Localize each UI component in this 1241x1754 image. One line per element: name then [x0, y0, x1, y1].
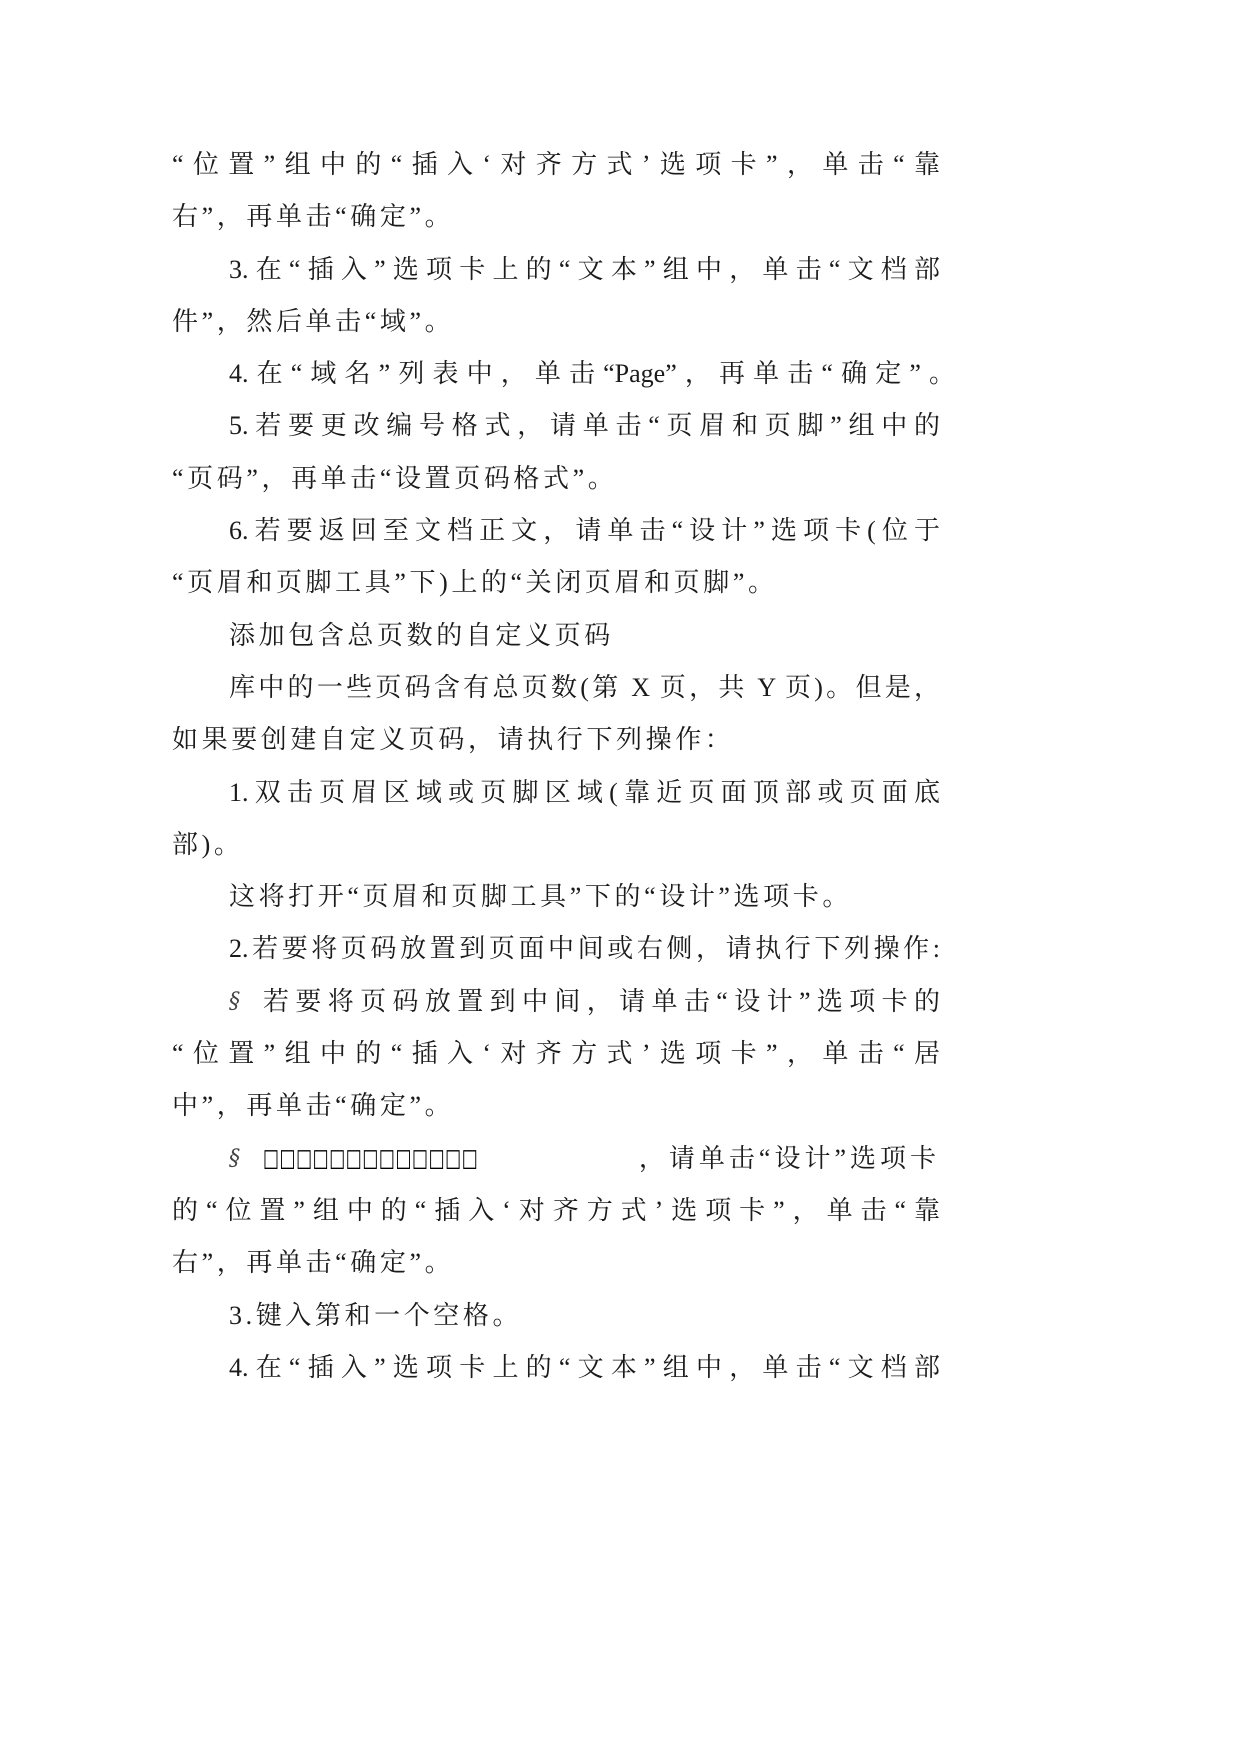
text-line: “页眉和页脚工具”下)上的“关闭页眉和页脚”。 — [172, 568, 778, 598]
bullet-icon: § — [229, 1145, 240, 1171]
text-line: 若要将页码放置到中间，请单击“设计”选项卡的 — [263, 986, 940, 1016]
text-line: 如果要创建自定义页码，请执行下列操作： — [172, 725, 735, 755]
document-page — [172, 139, 955, 1394]
text-line: “位置”组中的“插入‘对齐方式’选项卡”，单击“靠 — [172, 150, 940, 179]
text-line: 4.在“域名”列表中，单击“Page”，再单击“确定”。 — [229, 359, 955, 389]
text-line: 1.双击页眉区域或页脚区域(靠近页面顶部或页面底 — [229, 777, 940, 807]
missing-glyph-boxes: □□□□□□□□□□□□□ — [263, 1144, 479, 1174]
text-line: “位置”组中的“插入‘对齐方式’选项卡”，单击“居 — [172, 1039, 940, 1069]
bullet-item-right — [172, 1133, 940, 1185]
text-line: 库中的一些页码含有总页数(第 X 页，共 Y 页)。但是， — [229, 672, 940, 702]
text-line: 4.在“插入”选项卡上的“文本”组中，单击“文档部 — [229, 1352, 940, 1382]
text-line: 5.若要更改编号格式，请单击“页眉和页脚”组中的 — [229, 411, 940, 441]
text-line: 部)。 — [172, 829, 244, 859]
text-line: 右”，再单击“确定”。 — [172, 1248, 455, 1278]
bullet-icon: § — [229, 988, 240, 1014]
text-line: 右”，再单击“确定”。 — [172, 202, 455, 232]
text-line: 3.键入第和一个空格。 — [229, 1300, 523, 1330]
text-line: 件”，然后单击“域”。 — [172, 306, 455, 336]
bullet-item-center — [172, 976, 940, 1028]
text-line: 中”，再单击“确定”。 — [172, 1091, 455, 1121]
text-line: 的“位置”组中的“插入‘对齐方式’选项卡”，单击“靠 — [172, 1195, 940, 1225]
text-line: 3.在“插入”选项卡上的“文本”组中，单击“文档部 — [229, 254, 940, 284]
text-line: 2.若要将页码放置到页面中间或右侧，请执行下列操作: — [229, 934, 940, 964]
section-heading: 添加包含总页数的自定义页码 — [229, 620, 614, 650]
text-line: 6.若要返回至文档正文，请单击“设计”选项卡(位于 — [229, 516, 940, 546]
text-line: 这将打开“页眉和页脚工具”下的“设计”选项卡。 — [229, 882, 852, 912]
text-line: “页码”，再单击“设置页码格式”。 — [172, 463, 618, 493]
text-line: ，请单击“设计”选项卡 — [638, 1143, 940, 1173]
